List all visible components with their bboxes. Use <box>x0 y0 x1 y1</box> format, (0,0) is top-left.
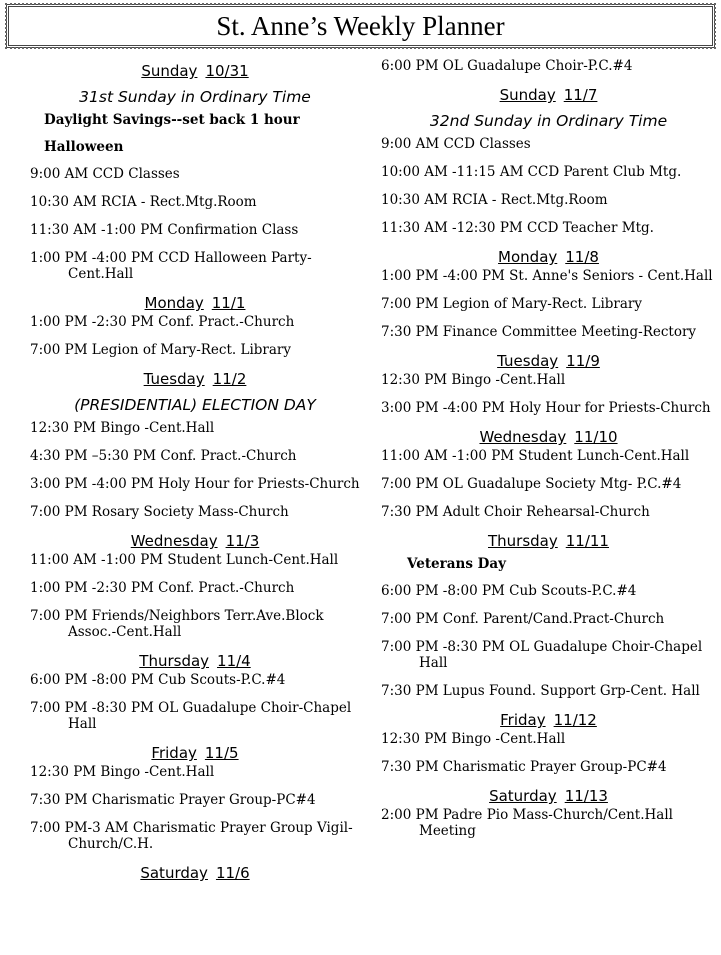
event-item: 4:30 PM –5:30 PM Conf. Pract.-Church <box>30 448 297 464</box>
day-heading <box>381 248 716 266</box>
day-weekday: Tuesday <box>143 370 205 388</box>
event-item: 7:00 PM Conf. Parent/Cand.Pract-Church <box>381 611 665 627</box>
event-item: 1:00 PM -4:00 PM CCD Halloween Party-Cent.Hall <box>30 250 312 282</box>
day-date: 11/9 <box>566 352 600 370</box>
day-weekday: Saturday <box>489 787 557 805</box>
day-date: 11/2 <box>212 370 247 388</box>
day-weekday: Sunday <box>499 86 556 104</box>
right-column <box>381 58 716 851</box>
event-item: 11:30 AM -12:30 PM CCD Teacher Mtg. <box>381 220 654 236</box>
event-item: 11:00 AM -1:00 PM Student Lunch-Cent.Hall <box>30 552 339 568</box>
day-date: 11/10 <box>574 428 618 446</box>
day-weekday: Thursday <box>139 652 210 670</box>
event-item: 10:00 AM -11:15 AM CCD Parent Club Mtg. <box>381 164 682 180</box>
day-date: 11/5 <box>204 744 239 762</box>
day-weekday: Wednesday <box>479 428 567 446</box>
day-heading <box>381 532 716 550</box>
event-item: 7:00 PM Legion of Mary-Rect. Library <box>30 342 291 358</box>
day-weekday: Thursday <box>488 532 558 550</box>
event-item: 7:30 PM Lupus Found. Support Grp-Cent. Hall <box>381 683 700 699</box>
event-item: 3:00 PM -4:00 PM Holy Hour for Priests-Church <box>30 476 360 492</box>
event-item: 7:30 PM Adult Choir Rehearsal-Church <box>381 504 650 520</box>
day-heading <box>30 62 360 80</box>
event-item: 6:00 PM -8:00 PM Cub Scouts-P.C.#4 <box>30 672 286 688</box>
day-heading <box>381 352 716 370</box>
day-heading <box>381 711 716 729</box>
liturgical-note: 32nd Sunday in Ordinary Time <box>429 112 668 130</box>
planner-title: St. Anne’s Weekly Planner <box>6 4 715 48</box>
day-heading <box>381 86 716 104</box>
day-heading <box>381 428 716 446</box>
event-item: 9:00 AM CCD Classes <box>30 166 180 182</box>
left-column <box>30 58 360 884</box>
day-date: 11/13 <box>564 787 608 805</box>
event-item: 12:30 PM Bingo -Cent.Hall <box>381 372 566 388</box>
day-date: 10/31 <box>205 62 249 80</box>
day-date: 11/11 <box>565 532 609 550</box>
day-note: Halloween <box>44 139 124 155</box>
day-heading <box>30 294 360 312</box>
event-item: 1:00 PM -2:30 PM Conf. Pract.-Church <box>30 314 295 330</box>
day-weekday: Sunday <box>141 62 198 80</box>
day-weekday: Friday <box>151 744 197 762</box>
event-item: 10:30 AM RCIA - Rect.Mtg.Room <box>381 192 608 208</box>
event-item: 2:00 PM Padre Pio Mass-Church/Cent.Hall Meeting <box>381 807 673 839</box>
day-date: 11/8 <box>565 248 599 266</box>
day-note: Veterans Day <box>407 556 506 572</box>
day-weekday: Monday <box>144 294 204 312</box>
event-item: 11:00 AM -1:00 PM Student Lunch-Cent.Hall <box>381 448 690 464</box>
event-item: 12:30 PM Bingo -Cent.Hall <box>381 731 566 747</box>
event-item: 7:30 PM Charismatic Prayer Group-PC#4 <box>381 759 667 775</box>
event-item: 10:30 AM RCIA - Rect.Mtg.Room <box>30 194 257 210</box>
event-item: 7:00 PM Legion of Mary-Rect. Library <box>381 296 642 312</box>
day-heading <box>30 864 360 882</box>
event-item: 3:00 PM -4:00 PM Holy Hour for Priests-Church <box>381 400 711 416</box>
day-weekday: Friday <box>500 711 546 729</box>
event-item: 7:00 PM-3 AM Charismatic Prayer Group Vigil-Church/C.H. <box>30 820 353 852</box>
day-weekday: Wednesday <box>130 532 218 550</box>
event-item: 7:00 PM -8:30 PM OL Guadalupe Choir-Chapel Hall <box>30 700 352 732</box>
event-item: 7:30 PM Charismatic Prayer Group-PC#4 <box>30 792 316 808</box>
liturgical-note: (PRESIDENTIAL) ELECTION DAY <box>74 396 316 414</box>
day-heading <box>30 532 360 550</box>
event-item: 6:00 PM OL Guadalupe Choir-P.C.#4 <box>381 58 633 74</box>
liturgical-note: 31st Sunday in Ordinary Time <box>79 88 311 106</box>
day-heading <box>30 744 360 762</box>
day-date: 11/6 <box>215 864 250 882</box>
day-date: 11/4 <box>217 652 251 670</box>
day-weekday: Tuesday <box>497 352 559 370</box>
event-item: 11:30 AM -1:00 PM Confirmation Class <box>30 222 299 238</box>
event-item: 6:00 PM -8:00 PM Cub Scouts-P.C.#4 <box>381 583 637 599</box>
event-item: 7:30 PM Finance Committee Meeting-Rectory <box>381 324 697 340</box>
day-date: 11/3 <box>225 532 260 550</box>
event-item: 7:00 PM -8:30 PM OL Guadalupe Choir-Chapel Hall <box>381 639 703 671</box>
day-note: Daylight Savings--set back 1 hour <box>44 112 300 128</box>
day-heading <box>381 787 716 805</box>
day-heading <box>30 652 360 670</box>
day-weekday: Monday <box>498 248 558 266</box>
day-heading <box>30 370 360 388</box>
event-item: 9:00 AM CCD Classes <box>381 136 531 152</box>
event-item: 1:00 PM -2:30 PM Conf. Pract.-Church <box>30 580 295 596</box>
day-date: 11/1 <box>211 294 246 312</box>
event-item: 7:00 PM Friends/Neighbors Terr.Ave.Block Assoc.-Cent.Hall <box>30 608 324 640</box>
event-item: 7:00 PM OL Guadalupe Society Mtg- P.C.#4 <box>381 476 682 492</box>
day-weekday: Saturday <box>140 864 208 882</box>
day-date: 11/7 <box>563 86 598 104</box>
event-item: 12:30 PM Bingo -Cent.Hall <box>30 764 215 780</box>
event-item: 7:00 PM Rosary Society Mass-Church <box>30 504 289 520</box>
event-item: 1:00 PM -4:00 PM St. Anne's Seniors - Cent.Hall <box>381 268 713 284</box>
event-item: 12:30 PM Bingo -Cent.Hall <box>30 420 215 436</box>
day-date: 11/12 <box>553 711 597 729</box>
